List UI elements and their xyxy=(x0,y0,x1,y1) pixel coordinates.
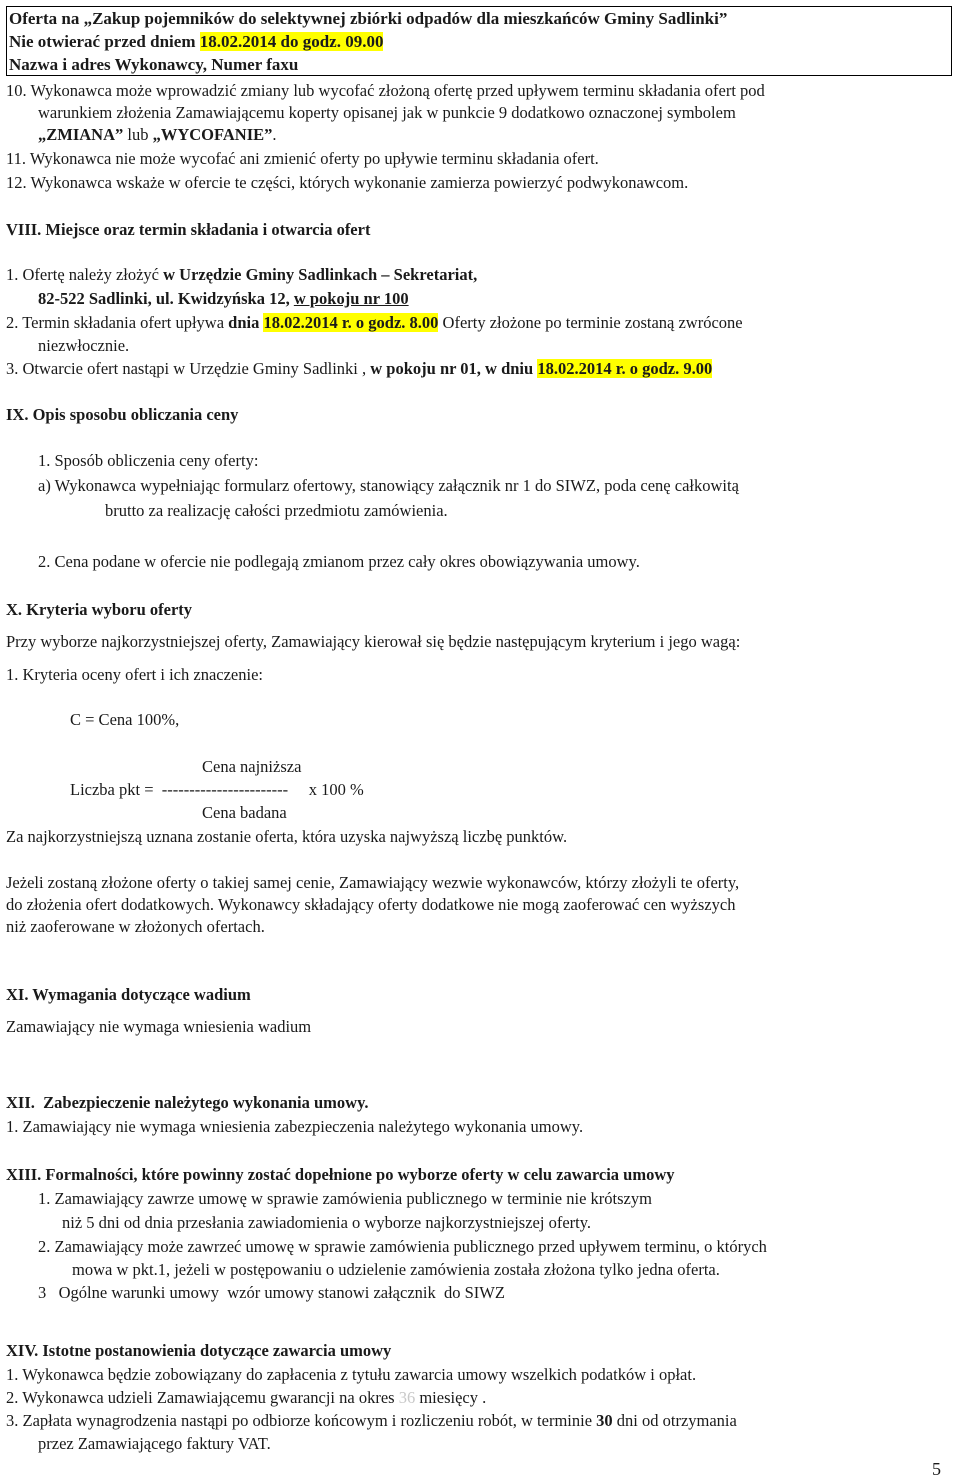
s14-item-1: 1. Wykonawca będzie zobowiązany do zapłacenia z tytułu zawarcia umowy wszelkich podatków i opłat. xyxy=(6,1365,697,1384)
do-not-open-line: Nie otwierać przed dniem 18.02.2014 do godz. 09.00 xyxy=(9,32,384,51)
formula-c: C = Cena 100%, xyxy=(70,710,180,729)
formula-numerator: Cena najniższa xyxy=(202,757,302,776)
opening-date-highlight: 18.02.2014 do godz. 09.00 xyxy=(199,32,384,51)
page-number: 5 xyxy=(932,1459,941,1479)
formula-denominator: Cena badana xyxy=(202,803,287,822)
list-item-10: 10. Wykonawca może wprowadzić zmiany lub wycofać złożoną ofertę przed upływem terminu składania ofert pod warunkiem złożenia Zamawiającemu koperty opisanej jak w punkcie 9 dodatkowo oznaczonej symbolem „ZMIANA” lub „WYCOFANIE”. xyxy=(6,81,765,144)
s10-winner-rule: Za najkorzystniejszą uznana zostanie oferta, która uzyska najwyższą liczbę punktów. xyxy=(6,827,568,846)
contractor-name-line: Nazwa i adres Wykonawcy, Numer faxu xyxy=(9,55,299,74)
s13-item-1: 1. Zamawiający zawrze umowę w sprawie zamówienia publicznego w terminie nie krótszym xyxy=(38,1189,652,1208)
section-heading-xiii: XIII. Formalności, które powinny zostać dopełnione po wyborze oferty w celu zawarcia umowy xyxy=(6,1165,675,1184)
list-item-12: 12. Wykonawca wskaże w ofercie te części, których wykonanie zamierza powierzyć podwykonawcom. xyxy=(6,173,689,192)
section-heading-xiv: XIV. Istotne postanowienia dotyczące zawarcia umowy xyxy=(6,1341,392,1360)
opening-time-highlight: 18.02.2014 r. o godz. 9.00 xyxy=(537,359,713,378)
s10-intro: Przy wyborze najkorzystniejszej oferty, Zamawiający kierował się będzie następującym kryterium i jego wagą: xyxy=(6,632,741,651)
s10-item-1: 1. Kryteria oceny ofert i ich znaczenie: xyxy=(6,665,263,684)
s13-item-2: 2. Zamawiający może zawrzeć umowę w sprawie zamówienia publicznego przed upływem terminu, o których xyxy=(38,1237,767,1256)
section-heading-ix: IX. Opis sposobu obliczania ceny xyxy=(6,405,239,424)
s13-item-3: 3 Ogólne warunki umowy wzór umowy stanowi załącznik do SIWZ xyxy=(38,1283,505,1302)
document-page: Oferta na „Zakup pojemników do selektywnej zbiórki odpadów dla mieszkańców Gminy Sadlinki” Nie otwierać przed dniem 18.02.2014 do godz. 09.00 Nazwa i adres Wykonawcy, Numer faxu 10. Wykonawca może wprowadzić zmiany lub wycofać złożoną ofertę przed upływem terminu składania ofert pod warunkiem złożenia Zamawiającemu koperty opisanej jak w punkcie 9 dodatkowo oznaczonej symbolem „ZMIANA” lub „WYCOFANIE”. 11. Wykonawca nie może wycofać ani zmienić oferty po upływie terminu składania ofert. 12. Wykonawca wskaże w ofercie te części, których wykonanie zamierza powierzyć podwykonawcom. VIII. Miejsce oraz termin składania i otwarcia ofert 1. Ofertę należy złożyć w Urzędzie Gminy Sadlinkach – Sekretariat, 82-522 Sadlinki, ul. Kwidzyńska 12, w pokoju nr 100 2. Termin składania ofert upływa dnia 18.02.2014 r. o godz. 8.00 Oferty złożone po terminie zostaną zwrócone niezwłocznie. 3. Otwarcie ofert nastąpi w Urzędzie Gminy Sadlinki , w pokoju nr 01, w dniu 18.02.2014 r. o godz. 9.00 IX. Opis sposobu obliczania ceny 1. Sposób obliczenia ceny oferty: a) Wykonawca wypełniając formularz ofertowy, stanowiący załącznik nr 1 do SIWZ, poda cenę całkowitą brutto za realizację całości przedmiotu zamówienia. 2. Cena podane w ofercie nie podlegają zmianom przez cały okres obowiązywania umowy. X. Kryteria wyboru oferty Przy wyborze najkorzystniejszej oferty, Zamawiający kierował się będzie następującym kryterium i jego wagą: 1. Kryteria oceny ofert i ich znaczenie: C = Cena 100%, Cena najniższa Liczba pkt = ----------------------- x 100 % Cena badana Za najkorzystniejszą uznana zostanie oferta, która uzyska najwyższą liczbę punktów. Jeżeli zostaną złożone oferty o takiej samej cenie, Zamawiający wezwie wykonawców, którzy złożyli te oferty, do złożenia ofert dodatkowych. Wykonawcy składający oferty dodatkowe nie mogą zaoferować cen wyższych niż zaoferowane w złożonych ofertach. XI. Wymagania dotyczące wadium Zamawiający nie wymaga wniesienia wadium XII. Zabezpieczenie należytego wykonania umowy. 1. Zamawiający nie wymaga wniesienia zabezpieczenia należytego wykonania umowy. XIII. Formalności, które powinny zostać dopełnione po wyborze oferty w celu zawarcia umowy 1. Zamawiający zawrze umowę w sprawie zamówienia publicznego w terminie nie krótszym niż 5 dni od dnia przesłania zawiadomienia o wyborze najkorzystniejszej oferty. 2. Zamawiający może zawrzeć umowę w sprawie zamówienia publicznego przed upływem terminu, o których mowa w pkt.1, jeżeli w postępowaniu o udzielenie zamówienia została złożona tylko jedna oferta. 3 Ogólne warunki umowy wzór umowy stanowi załącznik do SIWZ XIV. Istotne postanowienia dotyczące zawarcia umowy 1. Wykonawca będzie zobowiązany do zapłacenia z tytułu zawarcia umowy wszelkich podatków i opłat. 2. Wykonawca udzieli Zamawiającemu gwarancji na okres 36 miesięcy . 3. Zapłata wynagrodzenia nastąpi po odbiorze końcowym i rozliczeniu robót, w terminie 30 dni od otrzymania przez Zamawiającego faktury VAT. 5 xyxy=(0,0,960,1479)
s9-item-a: a) Wykonawca wypełniając formularz ofertowy, stanowiący załącznik nr 1 do SIWZ, poda cenę całkowitą xyxy=(38,476,739,495)
warranty-months-value: 36 xyxy=(398,1388,416,1407)
section-heading-xi: XI. Wymagania dotyczące wadium xyxy=(6,985,251,1004)
section-heading-xii: XII. Zabezpieczenie należytego wykonania umowy. xyxy=(6,1093,369,1112)
list-item-11: 11. Wykonawca nie może wycofać ani zmienić oferty po upływie terminu składania ofert. xyxy=(6,149,599,168)
offer-title: Oferta na „Zakup pojemników do selektywnej zbiórki odpadów dla mieszkańców Gminy Sadlinki” xyxy=(9,9,728,28)
s14-item-3: 3. Zapłata wynagrodzenia nastąpi po odbiorze końcowym i rozliczeniu robót, w terminie 30 dni od otrzymania xyxy=(6,1411,737,1430)
s9-item-1: 1. Sposób obliczenia ceny oferty: xyxy=(38,451,259,470)
s8-item-1: 1. Ofertę należy złożyć w Urzędzie Gminy Sadlinkach – Sekretariat, xyxy=(6,265,478,284)
deadline-highlight: 18.02.2014 r. o godz. 8.00 xyxy=(263,313,439,332)
section-heading-viii: VIII. Miejsce oraz termin składania i otwarcia ofert xyxy=(6,220,371,239)
offer-header-box xyxy=(6,6,952,76)
section-heading-x: X. Kryteria wyboru oferty xyxy=(6,600,193,619)
s11-text: Zamawiający nie wymaga wniesienia wadium xyxy=(6,1017,312,1036)
s8-item-2: 2. Termin składania ofert upływa dnia 18.02.2014 r. o godz. 8.00 Oferty złożone po terminie zostaną zwrócone xyxy=(6,313,743,332)
s12-item-1: 1. Zamawiający nie wymaga wniesienia zabezpieczenia należytego wykonania umowy. xyxy=(6,1117,584,1136)
s8-item-1-address: 82-522 Sadlinki, ul. Kwidzyńska 12, w pokoju nr 100 xyxy=(38,289,409,308)
s9-item-2: 2. Cena podane w ofercie nie podlegają zmianom przez cały okres obowiązywania umowy. xyxy=(38,552,640,571)
s10-tie-rule: Jeżeli zostaną złożone oferty o takiej samej cenie, Zamawiający wezwie wykonawców, którzy złożyli te oferty, do złożenia ofert dodatkowych. Wykonawcy składający oferty dodatkowe nie mogą zaoferować cen wyższych niż zaoferowane w złożonych ofertach. xyxy=(6,873,740,936)
s8-item-3: 3. Otwarcie ofert nastąpi w Urzędzie Gminy Sadlinki , w pokoju nr 01, w dniu 18.02.2014 r. o godz. 9.00 xyxy=(6,359,713,378)
s14-item-2: 2. Wykonawca udzieli Zamawiającemu gwarancji na okres 36 miesięcy . xyxy=(6,1388,487,1407)
formula-line: Liczba pkt = ----------------------- x 100 % xyxy=(70,780,364,799)
